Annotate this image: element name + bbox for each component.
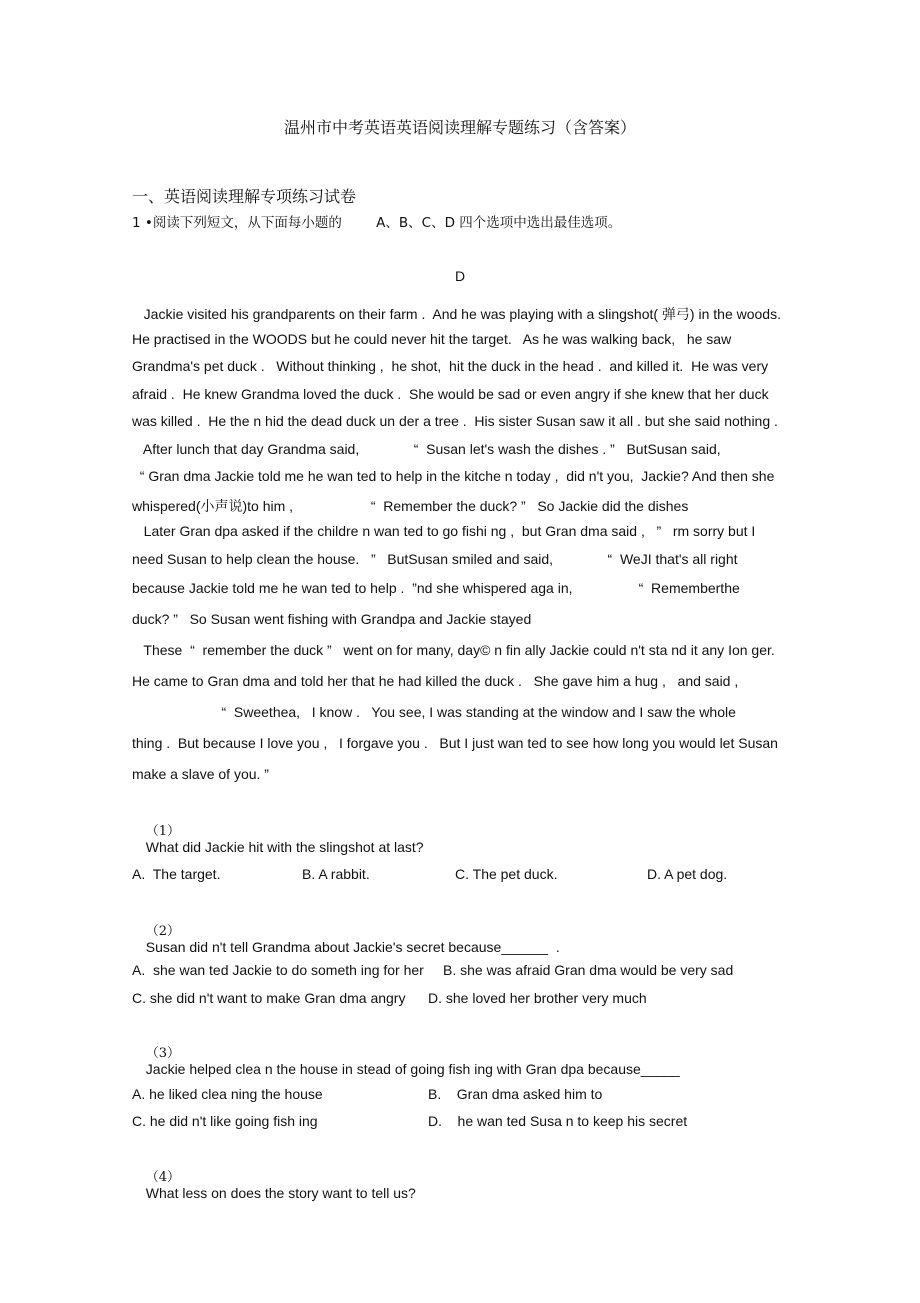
passage-line: was killed . He the n hid the dead duck un der a tree . His sister Susan saw it all . but she said nothing .	[132, 413, 778, 429]
option-c: C. she did n't want to make Gran dma angry	[132, 990, 406, 1006]
question-text: Jackie helped clea n the house in stead of going fish ing with Gran dpa because_____	[145, 1061, 680, 1077]
option-d: D. she loved her brother very much	[428, 990, 647, 1006]
question-text: What less on does the story want to tell us?	[145, 1185, 416, 1201]
question-4	[138, 1150, 416, 1201]
question-text: Susan did n't tell Grandma about Jackie's secret because______ .	[145, 939, 560, 955]
passage-line: make a slave of you. ”	[132, 766, 269, 782]
question-text: What did Jackie hit with the slingshot at last?	[145, 839, 424, 855]
option-b: B. A rabbit.	[302, 866, 370, 882]
option-d: D. A pet dog.	[647, 866, 728, 882]
option-d: D. he wan ted Susa n to keep his secret	[428, 1113, 688, 1129]
section-heading: 一、英语阅读理解专项练习试卷	[132, 187, 357, 206]
passage-line: thing . But because I love you , I forgave you . But I just wan ted to see how long you would let Susan	[132, 735, 778, 751]
question-2	[138, 904, 560, 955]
option-b: B. she was afraid Gran dma would be very sad	[443, 962, 734, 978]
passage-line: afraid . He knew Grandma loved the duck . She would be sad or even angry if she knew that her duck	[132, 386, 769, 402]
passage-line: need Susan to help clean the house. ” ButSusan smiled and said, “ WeJI that's all right	[132, 551, 738, 567]
document-title: 温州市中考英语英语阅读理解专题练习（含答案）	[283, 118, 636, 137]
passage-line: whispered(小声说)to him , “ Remember the duck? ” So Jackie did the dishes	[132, 498, 689, 514]
question-number: （2）	[145, 924, 181, 939]
passage-line: Grandma's pet duck . Without thinking , he shot, hit the duck in the head . and killed it. He was very	[132, 358, 769, 374]
option-a: A. The target.	[132, 866, 221, 882]
question-number: （1）	[145, 824, 181, 839]
passage-line: He came to Gran dma and told her that he had killed the duck . She gave him a hug , and said ,	[132, 673, 739, 689]
option-c: C. he did n't like going fish ing	[132, 1113, 318, 1129]
passage-line: because Jackie told me he wan ted to help . ”nd she whispered aga in, “ Rememberthe	[132, 580, 740, 596]
option-b: B. Gran dma asked him to	[428, 1086, 603, 1102]
passage-line: These “ remember the duck ” went on for many, day© n fin ally Jackie could n't sta nd it any Ion ger.	[132, 642, 775, 658]
passage-line: After lunch that day Grandma said, “ Susan let's wash the dishes . ” ButSusan said,	[132, 441, 721, 457]
passage-letter: D	[454, 268, 466, 284]
passage-line: He practised in the WOODS but he could never hit the target. As he was walking back, he saw	[132, 331, 732, 347]
question-3	[138, 1026, 680, 1077]
question-number: （3）	[145, 1046, 181, 1061]
instruction-text: 1 •阅读下列短文，从下面每小题的 A、B、C、D 四个选项中选出最佳选项。	[132, 215, 622, 231]
option-a: A. she wan ted Jackie to do someth ing for her	[132, 962, 424, 978]
passage-line: “ Gran dma Jackie told me he wan ted to help in the kitche n today , did n't you, Jackie? And then she	[132, 468, 775, 484]
question-number: （4）	[145, 1170, 181, 1185]
passage-line: duck? ” So Susan went fishing with Grandpa and Jackie stayed	[132, 611, 532, 627]
passage-line: Jackie visited his grandparents on their farm . And he was playing with a slingshot( 弹弓) in the woods.	[132, 306, 781, 322]
option-a: A. he liked clea ning the house	[132, 1086, 323, 1102]
question-1	[138, 804, 424, 855]
passage-line: “ Sweethea, I know . You see, I was standing at the window and I saw the whole	[132, 704, 736, 720]
option-c: C. The pet duck.	[455, 866, 558, 882]
passage-line: Later Gran dpa asked if the childre n wan ted to go fishi ng , but Gran dma said , ” rm sorry but I	[132, 523, 756, 539]
